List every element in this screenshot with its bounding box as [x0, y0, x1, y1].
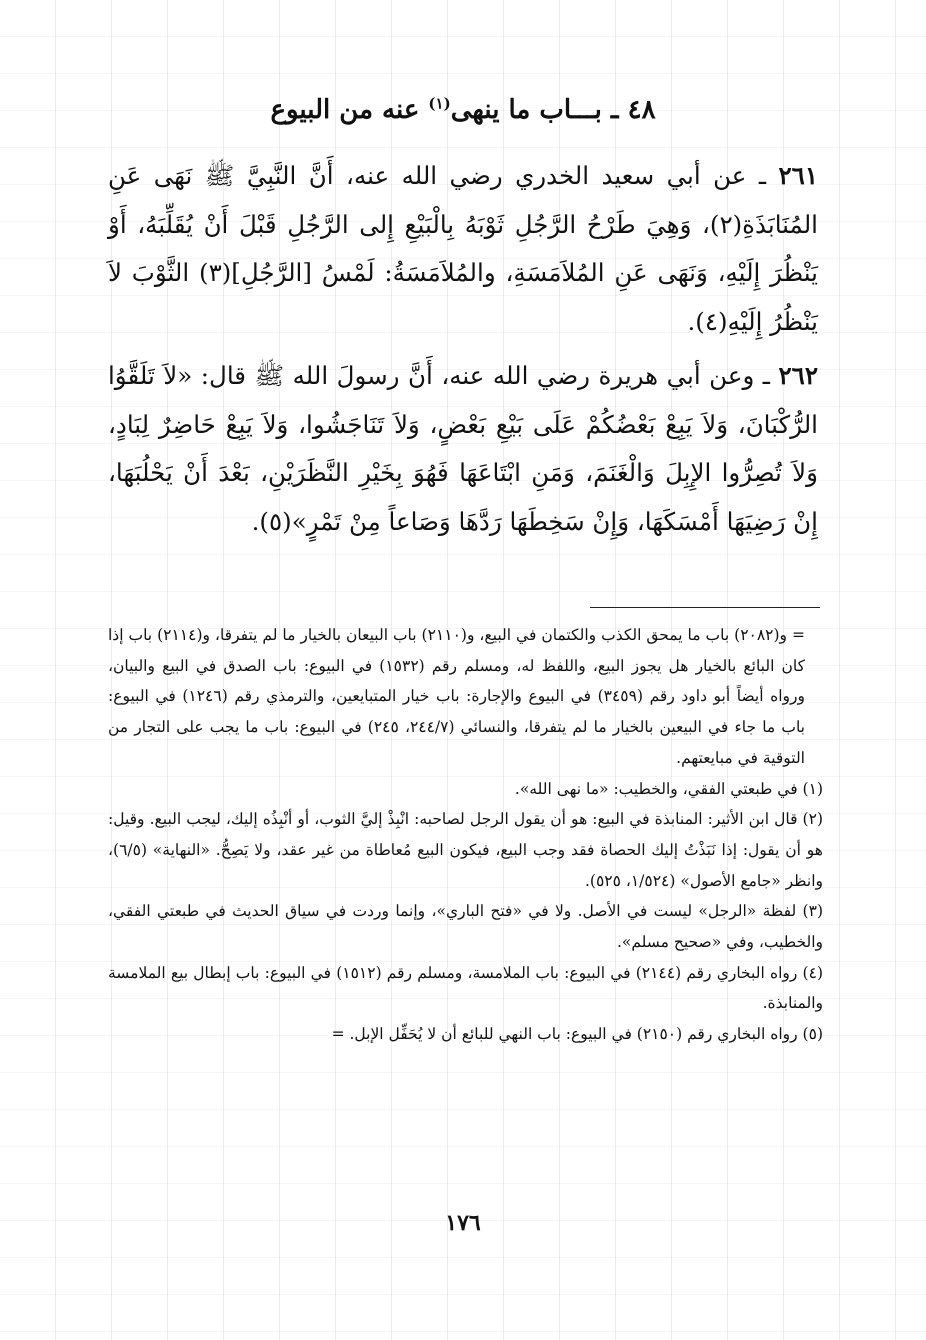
footnote-divider	[590, 607, 820, 608]
chapter-title-start: ـ بـــاب ما ينهى	[450, 95, 619, 125]
hadith-paragraph	[108, 352, 818, 600]
hadith-number: ٢٦١	[778, 161, 818, 190]
footnotes	[108, 620, 823, 1050]
hadith-number: ٢٦٢	[778, 361, 818, 390]
page-number: ١٧٦	[445, 1210, 481, 1236]
footnote: (٥) رواه البخاري رقم (٢١٥٠) في البيوع: باب النهي للبائع أن لا يُحَفِّل الإبل. =	[331, 1025, 823, 1044]
footnote-continuation: = و(٢٠٨٢) باب ما يمحق الكذب والكتمان في البيع، و(٢١١٠) باب البيعان بالخيار ما لم يتفرقا، و(٢١١٤) باب إذا كان البائع بالخيار هل يجوز البيع، واللفظ له، ومسلم رقم (١٥٣٢) في البيوع: باب الصدق في البيع والبيان، ورواه أيضاً أبو داود رقم (٣٤٥٩) في البيوع والإجارة: باب خيار المتبايعين، والترمذي رقم (١٢٤٦) في البيوع: باب ما جاء في البيعين بالخيار ما لم يتفرقا، والنسائي (٢٤٤/٧، ٢٤٥) في البيوع: باب ما يجب على التجار من التوقية في مبايعتهم.	[108, 626, 805, 767]
chapter-footnote-ref: (١)	[428, 94, 451, 113]
footnote: (٤) رواه البخاري رقم (٢١٤٤) في البيوع: باب الملامسة، ومسلم رقم (١٥١٢) في البيوع: باب إبطال بيع الملامسة والمنابذة.	[108, 963, 823, 1013]
chapter-number: ٤٨	[627, 95, 656, 125]
footnote: (٣) لفظة «الرجل» ليست في الأصل. ولا في «فتح الباري»، وإنما وردت في سياق الحديث في طبعتي الفقي، والخطيب، وفي «صحيح مسلم».	[108, 902, 823, 952]
hadith-text: ـ وعن أبي هريرة رضي الله عنه، أَنَّ رسولَ الله ﷺ قال: «لاَ تَلَقَّوُا الرُّكْبَانَ، وَلاَ يَبِعْ بَعْضُكُمْ عَلَى بَيْعِ بَعْضٍ، وَلاَ تَنَاجَشُوا، وَلاَ يَبِعْ حَاضِرٌ لِبَادٍ، وَلاَ تُصِرُّوا الإِبِلَ وَالْغَنَمَ، وَمَنِ ابْتَاعَهَا فَهُوَ بِخَيْرِ النَّظَرَيْنِ، بَعْدَ أَنْ يَحْلُبَهَا، إِنْ رَضِيَهَا أَمْسَكَهَا، وَإِنْ سَخِطَهَا رَدَّهَا وَصَاعاً مِنْ تَمْرٍ»(٥).	[108, 361, 818, 536]
hadith-text: ـ عن أبي سعيد الخدري رضي الله عنه، أَنَّ النَّبِيَّ ﷺ نَهَى عَنِ المُنَابَذَةِ(٢)، وَهِيَ طَرْحُ الرَّجُلِ ثَوْبَهُ بِالْبَيْعِ إِلى الرَّجُلِ قَبْلَ أَنْ يُقَلِّبَهُ، أَوْ يَنْظُرَ إِلَيْهِ، وَنَهَى عَنِ المُلاَمَسَةِ، والمُلاَمَسَةُ: لَمْسُ [الرَّجُلِ](٣) الثَّوْبَ لاَ يَنْظُرُ إِلَيْهِ(٤).	[108, 161, 818, 336]
footnote: (١) في طبعتي الفقي، والخطيب: «ما نهى الله».	[514, 779, 823, 798]
footnote: (٢) قال ابن الأثير: المنابذة في البيع: هو أن يقول الرجل لصاحبه: انْبِذْ إليَّ الثوب، أو أنْبِذُه إليك، ليجب البيع. وقيل: هو أن يقول: إذا نَبَذْتُ إليك الحصاة فقد وجب البيع، فيكون البيع مُعاطاة من غير عقد، ولا يَصِحُّ. «النهاية» (٦/٥)، وانظر «جامع الأصول» (١/٥٢٤، ٥٢٥).	[108, 810, 823, 890]
hadith-paragraph	[108, 152, 818, 352]
chapter-heading	[90, 92, 836, 128]
chapter-title-end: عنه من البيوع	[270, 95, 420, 125]
